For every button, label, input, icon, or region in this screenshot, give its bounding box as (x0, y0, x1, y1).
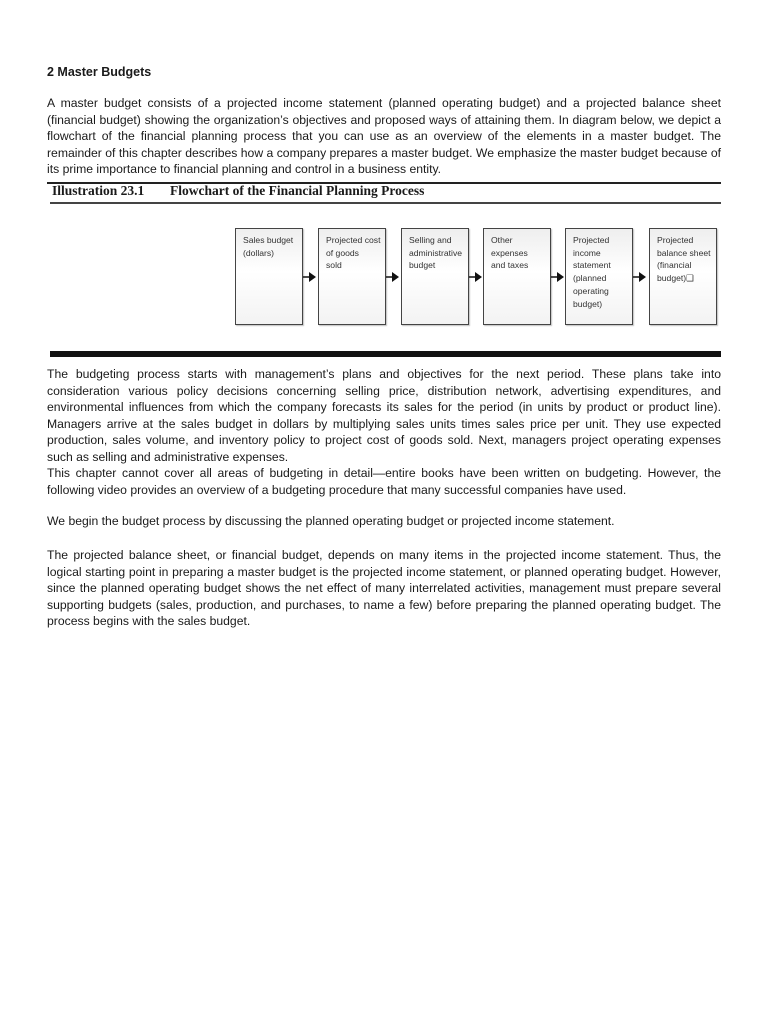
process-paragraph-continued: This chapter cannot cover all areas of budgeting in detail—entire books have been written on budgeting. However, the following video provides an overview of a budgeting procedure that many successful companies have used. (47, 466, 721, 497)
illustration-title: Flowchart of the Financial Planning Process (170, 183, 425, 198)
process-paragraph-main: The budgeting process starts with management’s plans and objectives for the next period. These plans take into consideration various policy decisions concerning selling price, distribution network, advertising expenditures, and environmental influences from which the company forecasts its sales for the period (in units by product or product line). Managers arrive at the sales budget in dollars by multiplying sales units times sales price per unit. They use expected production, sales volume, and inventory policy to project cost of goods sold. Next, managers project operating expenses such as selling and administrative expenses. (47, 367, 721, 464)
flow-step-label: Projected cost of goods sold (326, 235, 381, 271)
flow-step-label: Other expenses and taxes (491, 235, 529, 271)
flow-step-other-expenses (483, 228, 551, 325)
flow-step-projected-balance-sheet (649, 228, 717, 325)
flow-step-sales-budget (235, 228, 303, 325)
illustration-bottom-rule (50, 351, 721, 357)
flow-step-label: Projected balance sheet (financial budget)❑ (657, 235, 711, 284)
process-paragraph (47, 366, 721, 498)
flowchart-illustration (47, 182, 721, 358)
illustration-number: Illustration 23.1 (52, 183, 145, 198)
balance-sheet-paragraph: The projected balance sheet, or financial budget, depends on many items in the projected income statement. Thus, the logical starting point in preparing a master budget is the projected income statement, or planned operating budget. However, since the planned operating budget shows the net effect of many interrelated activities, management must prepare several supporting budgets (sales, production, and purchases, to name a few) before preparing the planned operating budget. The process begins with the sales budget. (47, 548, 721, 628)
illustration-caption (52, 183, 424, 199)
section-heading: 2 Master Budgets (47, 65, 152, 79)
intro-paragraph: A master budget consists of a projected income statement (planned operating budget) and a projected balance sheet (financial budget) showing the organization’s objectives and proposed ways of attaining them. In diagram below, we depict a flowchart of the financial planning process that you can use as an overview of the elements in a master budget. The remainder of this chapter describes how a company prepares a master budget. We emphasize the master budget because of its prime importance to financial planning and control in a business entity. (47, 96, 721, 176)
flow-step-label: Sales budget (dollars) (243, 235, 294, 258)
arrow-right-icon (303, 271, 316, 283)
flow-step-selling-admin-budget (401, 228, 469, 325)
flow-step-label: Selling and administrative budget (409, 235, 463, 271)
arrow-right-icon (551, 271, 564, 283)
illustration-caption-rule (50, 202, 721, 204)
begin-paragraph: We begin the budget process by discussing the planned operating budget or projected income statement. (47, 514, 615, 528)
flow-step-label: Projected income statement (planned operating budget) (573, 235, 611, 309)
arrow-right-icon (469, 271, 482, 283)
flow-step-projected-income-statement (565, 228, 633, 325)
arrow-right-icon (386, 271, 399, 283)
arrow-right-icon (633, 271, 646, 283)
flow-step-cost-of-goods-sold (318, 228, 386, 325)
